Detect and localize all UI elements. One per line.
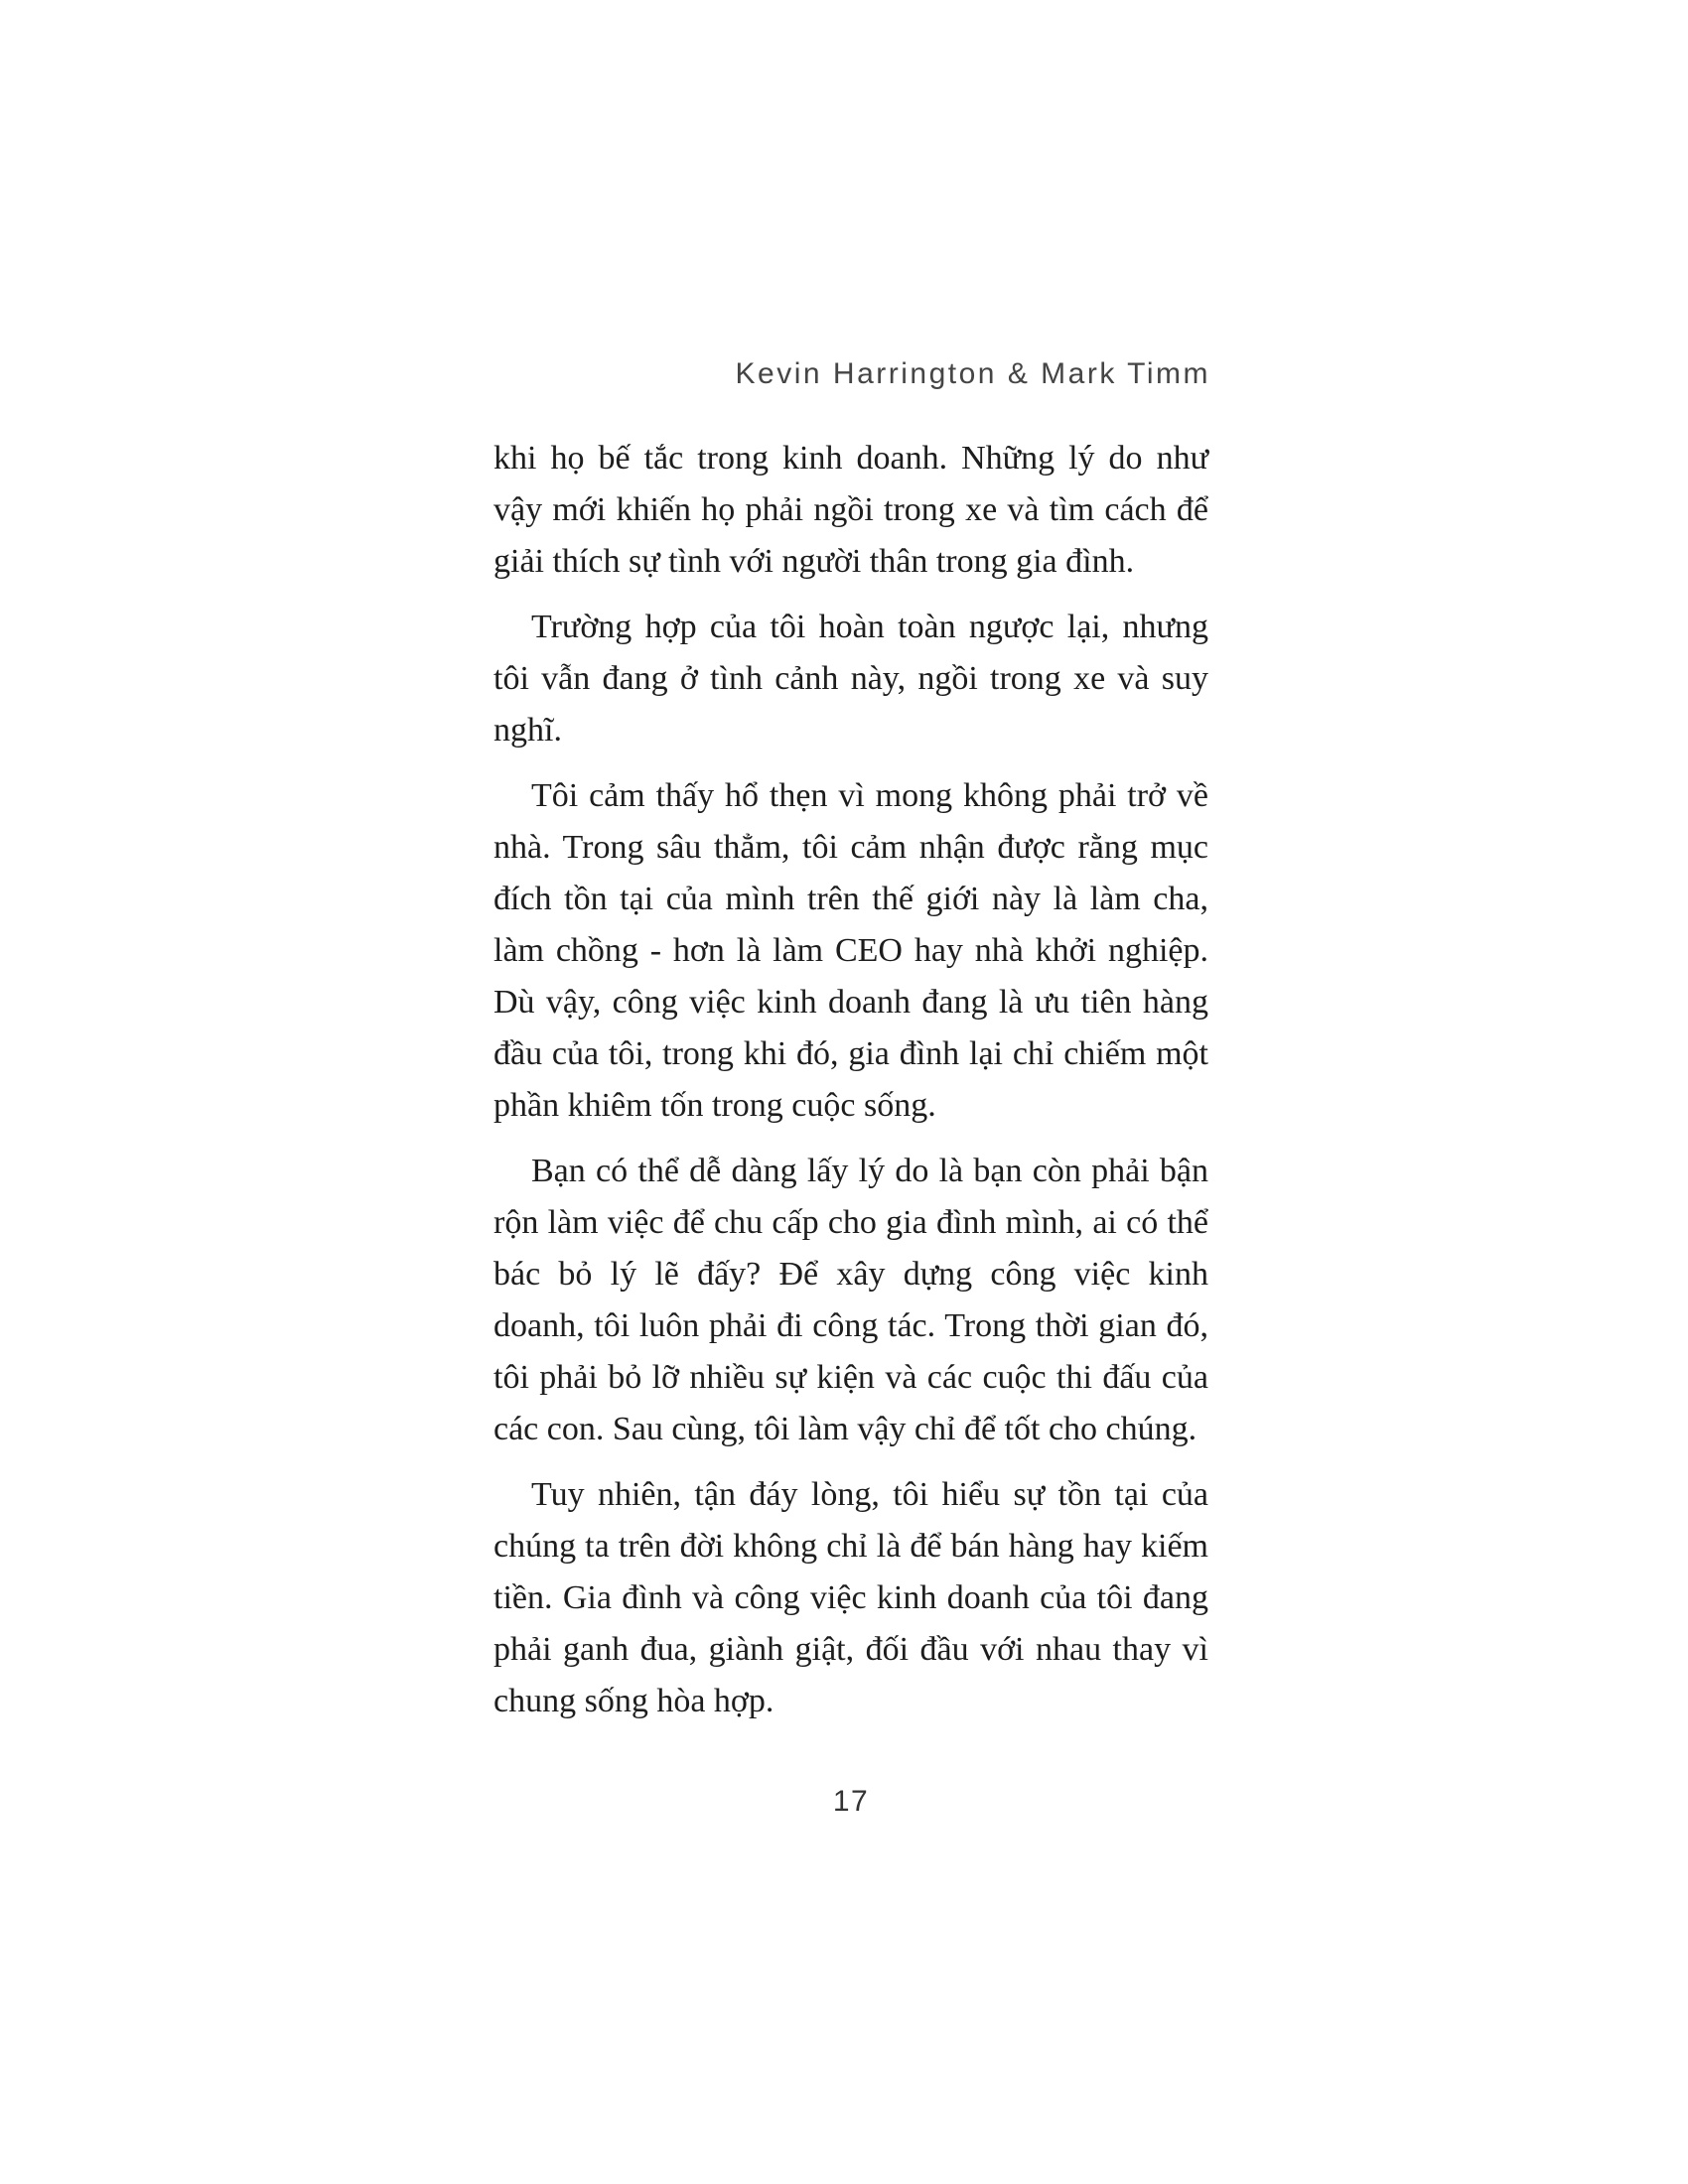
paragraph: Tôi cảm thấy hổ thẹn vì mong không phải trở về nhà. Trong sâu thẳm, tôi cảm nhận được rằng mục đích tồn tại của mình trên thế giới này là làm cha, làm chồng - hơn là làm CEO hay nhà khởi nghiệp. Dù vậy, công việc kinh doanh đang là ưu tiên hàng đầu của tôi, trong khi đó, gia đình lại chỉ chiếm một phần khiêm tốn trong cuộc sống. <box>493 777 1208 1124</box>
page-number: 17 <box>832 1785 870 1818</box>
running-header: Kevin Harrington & Mark Timm <box>735 357 1210 390</box>
paragraph: Trường hợp của tôi hoàn toàn ngược lại, nhưng tôi vẫn đang ở tình cảnh này, ngồi trong xe và suy nghĩ. <box>493 609 1208 749</box>
paragraph: Tuy nhiên, tận đáy lòng, tôi hiểu sự tồn tại của chúng ta trên đời không chỉ là để bán hàng hay kiếm tiền. Gia đình và công việc kinh doanh của tôi đang phải ganh đua, giành giật, đối đầu với nhau thay vì chung sống hòa hợp. <box>493 1476 1208 1719</box>
paragraph: Bạn có thể dễ dàng lấy lý do là bạn còn phải bận rộn làm việc để chu cấp cho gia đình mình, ai có thể bác bỏ lý lẽ đấy? Để xây dựng công việc kinh doanh, tôi luôn phải đi công tác. Trong thời gian đó, tôi phải bỏ lỡ nhiều sự kiện và các cuộc thi đấu của các con. Sau cùng, tôi làm vậy chỉ để tốt cho chúng. <box>493 1153 1208 1447</box>
paragraph: khi họ bế tắc trong kinh doanh. Những lý do như vậy mới khiến họ phải ngồi trong xe và tìm cách để giải thích sự tình với người thân trong gia đình. <box>493 440 1208 580</box>
body-text-block <box>493 433 1208 1741</box>
